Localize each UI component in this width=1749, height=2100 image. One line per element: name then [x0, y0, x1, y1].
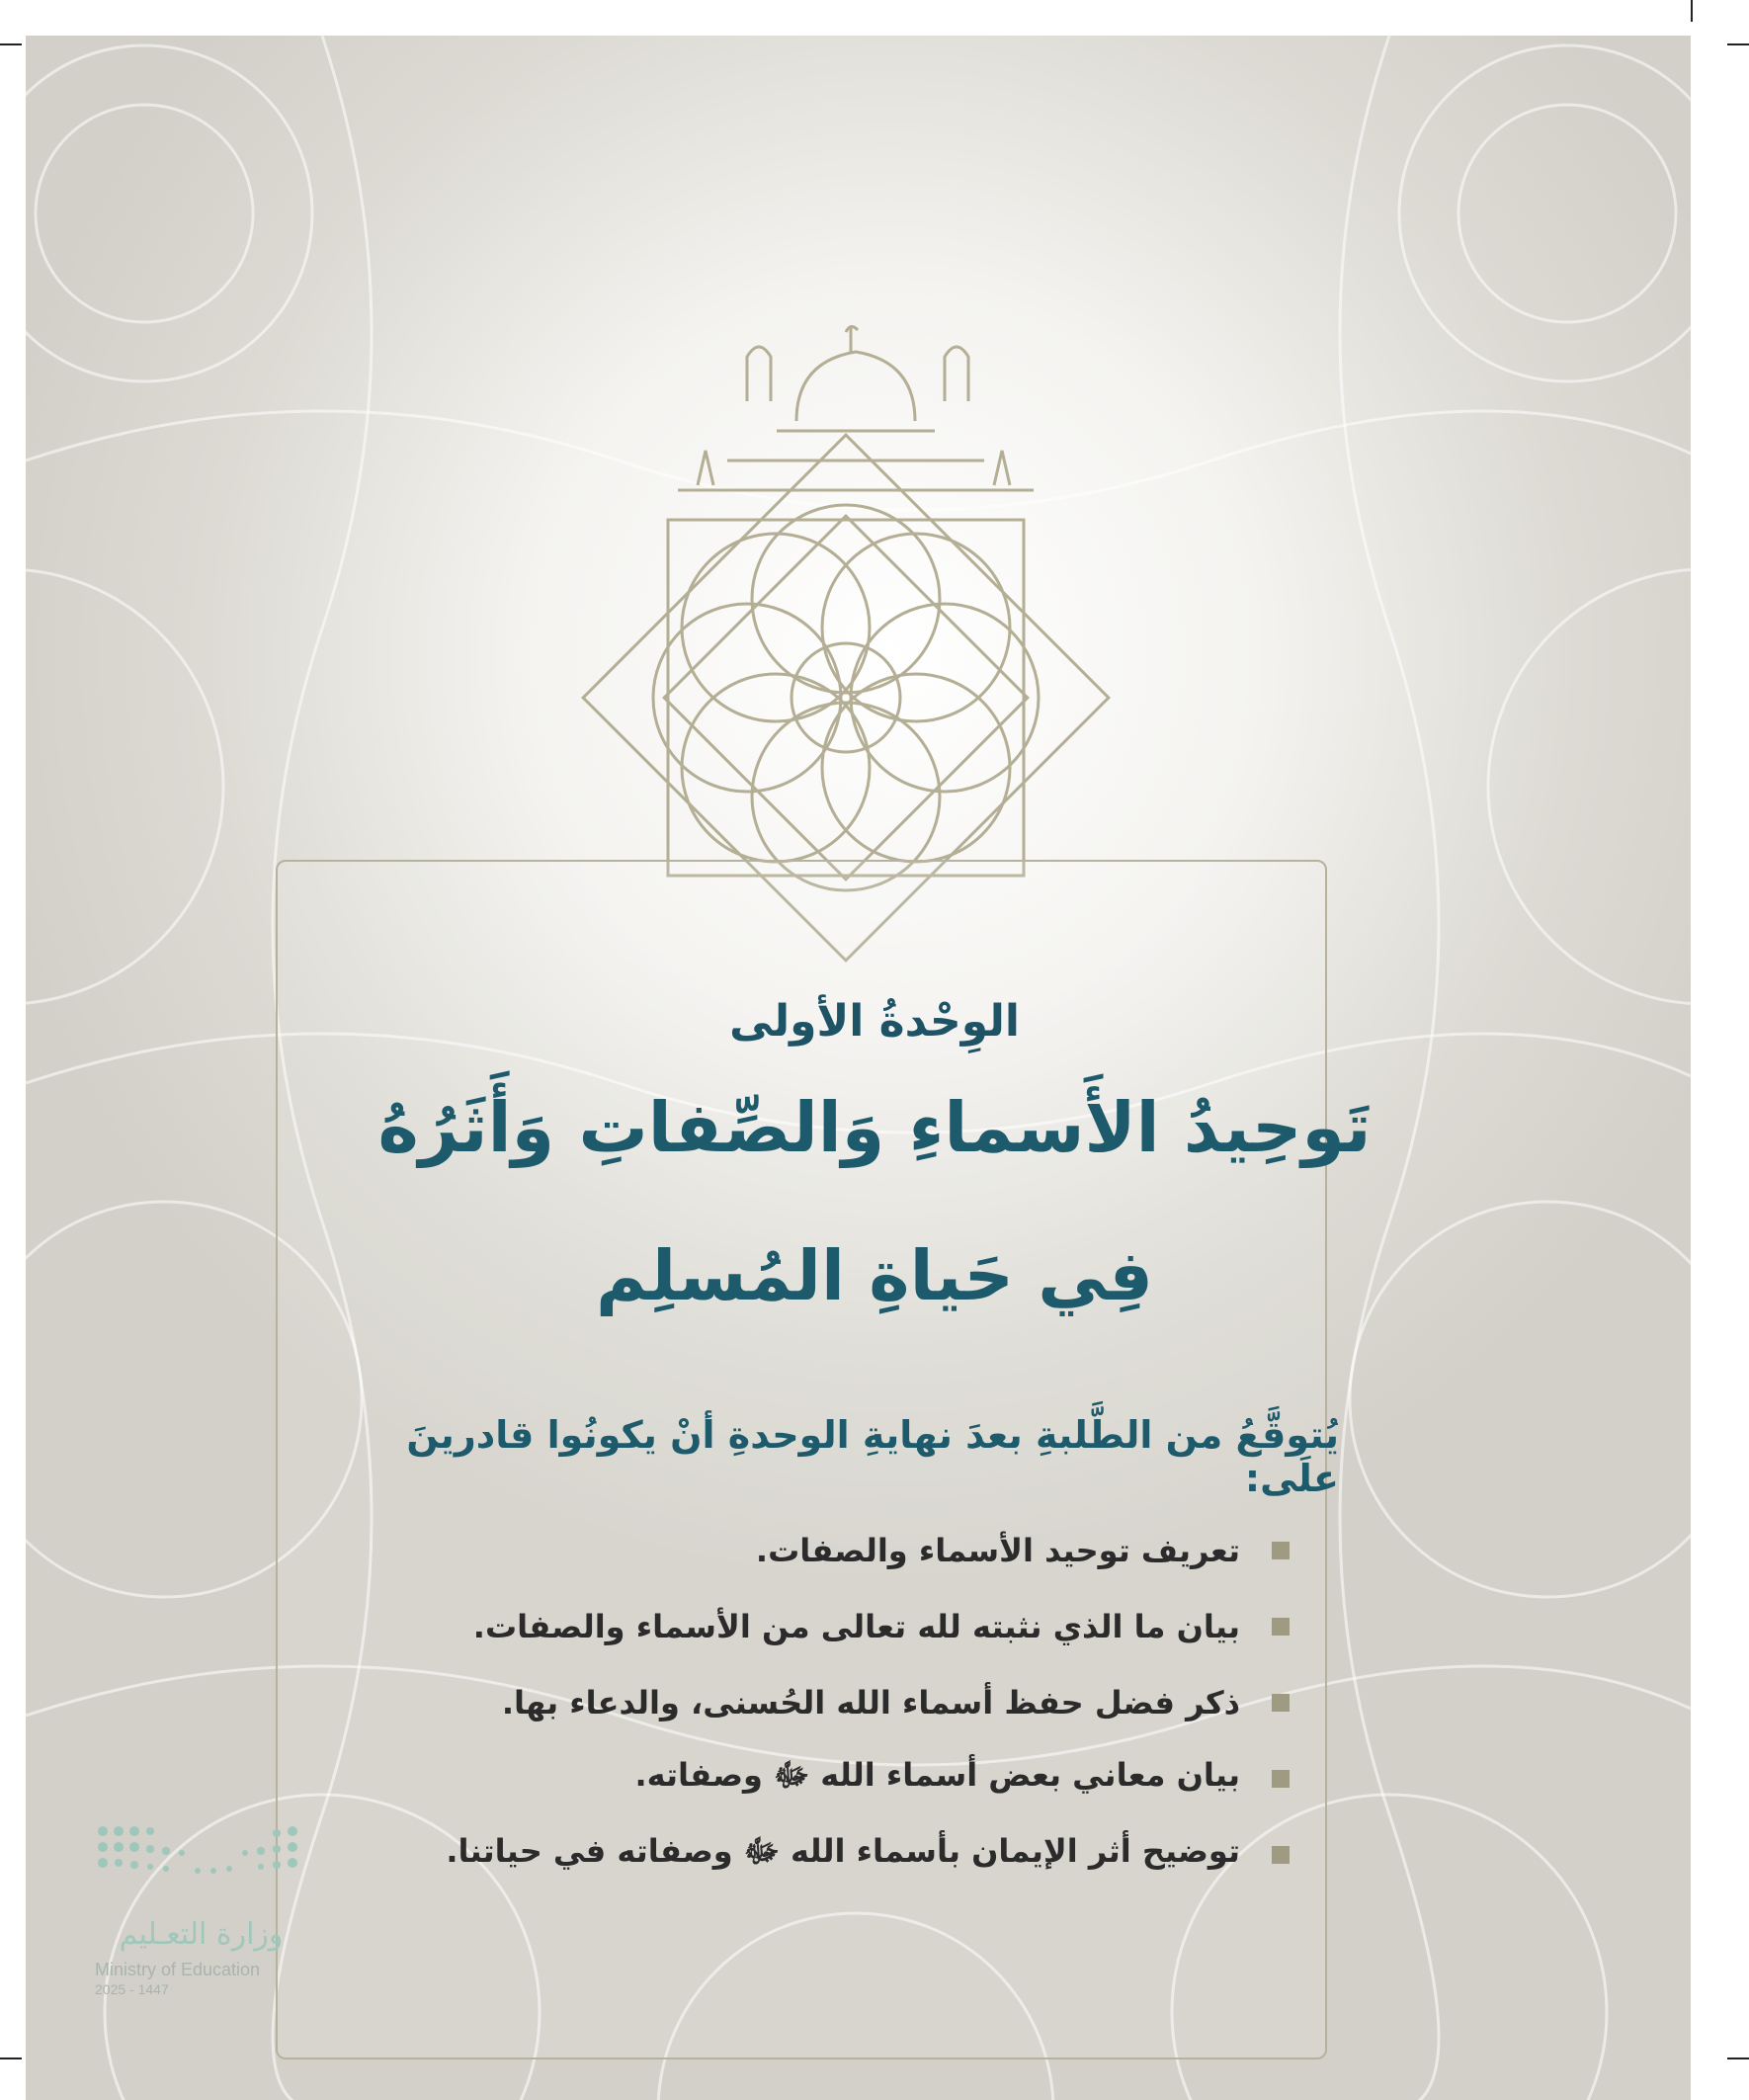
crop-mark [0, 43, 22, 45]
unit-title-line-2: فِي حَياةِ المُسلِم [596, 1235, 1153, 1316]
logo-dots-icon [95, 1823, 307, 1883]
objective-text: تعريف توحيد الأسماء والصفات. [755, 1531, 1240, 1569]
logo-english-name: Ministry of Education [95, 1960, 261, 1979]
square-bullet-icon [1272, 1694, 1290, 1712]
square-bullet-icon [1272, 1846, 1290, 1864]
crop-mark [0, 2058, 22, 2059]
square-bullet-icon [1272, 1770, 1290, 1788]
objective-item [301, 1816, 1290, 1892]
objective-text: توضيح أثر الإيمان بأسماء الله ﷻ وصفاته في حياتنا. [446, 1831, 1240, 1870]
objective-item [301, 1664, 1290, 1740]
objectives-list [301, 1512, 1290, 1892]
square-bullet-icon [1272, 1618, 1290, 1636]
objective-item [301, 1512, 1290, 1588]
crop-mark [1727, 2058, 1749, 2059]
objectives-intro: يُتوقَّعُ من الطَّلبةِ بعدَ نهايةِ الوحدةِ أنْ يكونُوا قادرينَ علَى: [406, 1413, 1339, 1500]
unit-label: الوِحْدةُ الأولى [729, 996, 1020, 1047]
crop-mark [1691, 0, 1693, 22]
logo-arabic-name: وزارة التعـليم [119, 1917, 284, 1952]
objective-text: ذكر فضل حفظ أسماء الله الحُسنى، والدعاء بها. [501, 1683, 1240, 1722]
square-bullet-icon [1272, 1542, 1290, 1559]
objective-text: بيان ما الذي نثبته لله تعالى من الأسماء والصفات. [472, 1607, 1240, 1645]
objective-item [301, 1740, 1290, 1816]
objective-text: بيان معاني بعض أسماء الله ﷻ وصفاته. [634, 1755, 1240, 1794]
crop-mark [1727, 43, 1749, 45]
unit-title-line-1: تَوحِيدُ الأَسماءِ وَالصِّفاتِ وَأَثَرُهُ [377, 1087, 1372, 1168]
ministry-of-education-logo [95, 1823, 332, 1997]
objective-item [301, 1588, 1290, 1664]
logo-year: 2025 - 1447 [95, 1981, 169, 1997]
